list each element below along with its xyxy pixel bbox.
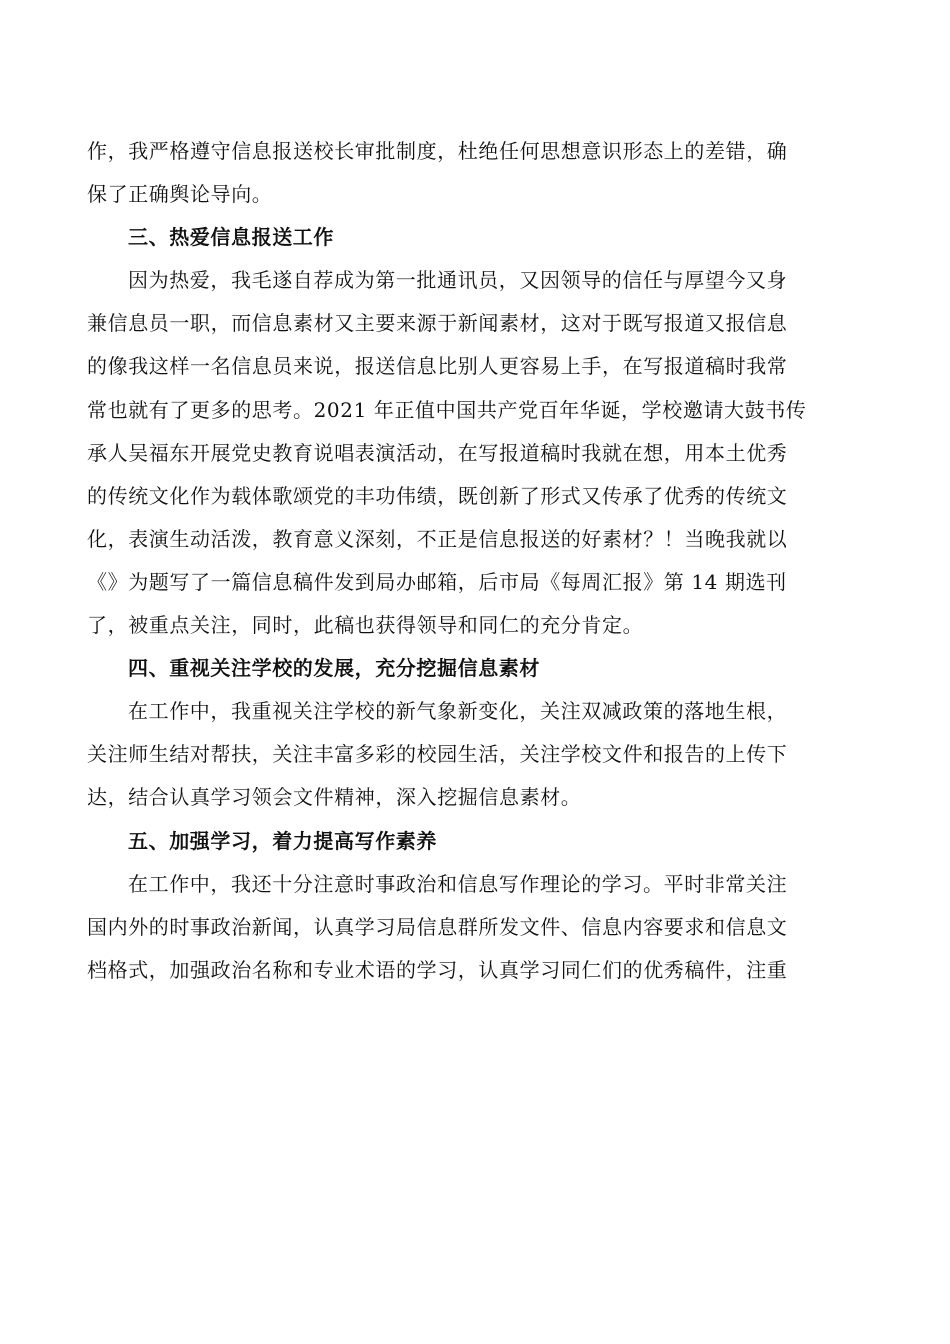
text-line: 关注师生结对帮扶，关注丰富多彩的校园生活，关注学校文件和报告的上传下 — [87, 742, 788, 767]
paragraph-learning — [87, 863, 857, 992]
paragraph-love-reporting — [87, 259, 857, 647]
text-line: 化，表演生动活泼，教育意义深刻，不正是信息报送的好素材？！当晚我就以 — [87, 526, 788, 551]
text-line: 达，结合认真学习领会文件精神，深入挖掘信息素材。 — [87, 785, 582, 810]
text-line: 《》为题写了一篇信息稿件发到局办邮箱，后市局《每周汇报》第 14 期选刊 — [87, 569, 787, 594]
section-heading-3: 三、热爱信息报送工作 — [128, 225, 334, 250]
paragraph-school-development — [87, 690, 857, 819]
text-line: 兼信息员一职，而信息素材又主要来源于新闻素材，这对于既写报道又报信息 — [87, 311, 788, 336]
paragraph-continuation — [87, 130, 857, 216]
text-line: 保了正确舆论导向。 — [87, 182, 273, 207]
text-line: 了，被重点关注，同时，此稿也获得领导和同仁的充分肯定。 — [87, 613, 644, 638]
text-line: 承人吴福东开展党史教育说唱表演活动，在写报道稿时我就在想，用本土优秀 — [87, 440, 788, 465]
text-line: 在工作中，我重视关注学校的新气象新变化，关注双减政策的落地生根， — [128, 699, 788, 724]
text-line: 常也就有了更多的思考。2021 年正值中国共产党百年华诞，学校邀请大鼓书传 — [87, 397, 807, 422]
section-heading-4: 四、重视关注学校的发展，充分挖掘信息素材 — [128, 656, 540, 681]
text-line: 的传统文化作为载体歌颂党的丰功伟绩，既创新了形式又传承了优秀的传统文 — [87, 483, 788, 508]
text-line: 档格式，加强政治名称和专业术语的学习，认真学习同仁们的优秀稿件，注重 — [87, 957, 788, 982]
text-line: 的像我这样一名信息员来说，报送信息比别人更容易上手，在写报道稿时我常 — [87, 354, 788, 379]
text-line: 作，我严格遵守信息报送校长审批制度，杜绝任何思想意识形态上的差错，确 — [87, 139, 788, 163]
text-line: 在工作中，我还十分注意时事政治和信息写作理论的学习。平时非常关注 — [128, 871, 788, 896]
document-page — [87, 130, 857, 992]
section-heading-5: 五、加强学习，着力提高写作素养 — [128, 828, 437, 853]
text-line: 国内外的时事政治新闻，认真学习局信息群所发文件、信息内容要求和信息文 — [87, 914, 788, 939]
text-line: 因为热爱，我毛遂自荐成为第一批通讯员，又因领导的信任与厚望今又身 — [128, 268, 788, 293]
